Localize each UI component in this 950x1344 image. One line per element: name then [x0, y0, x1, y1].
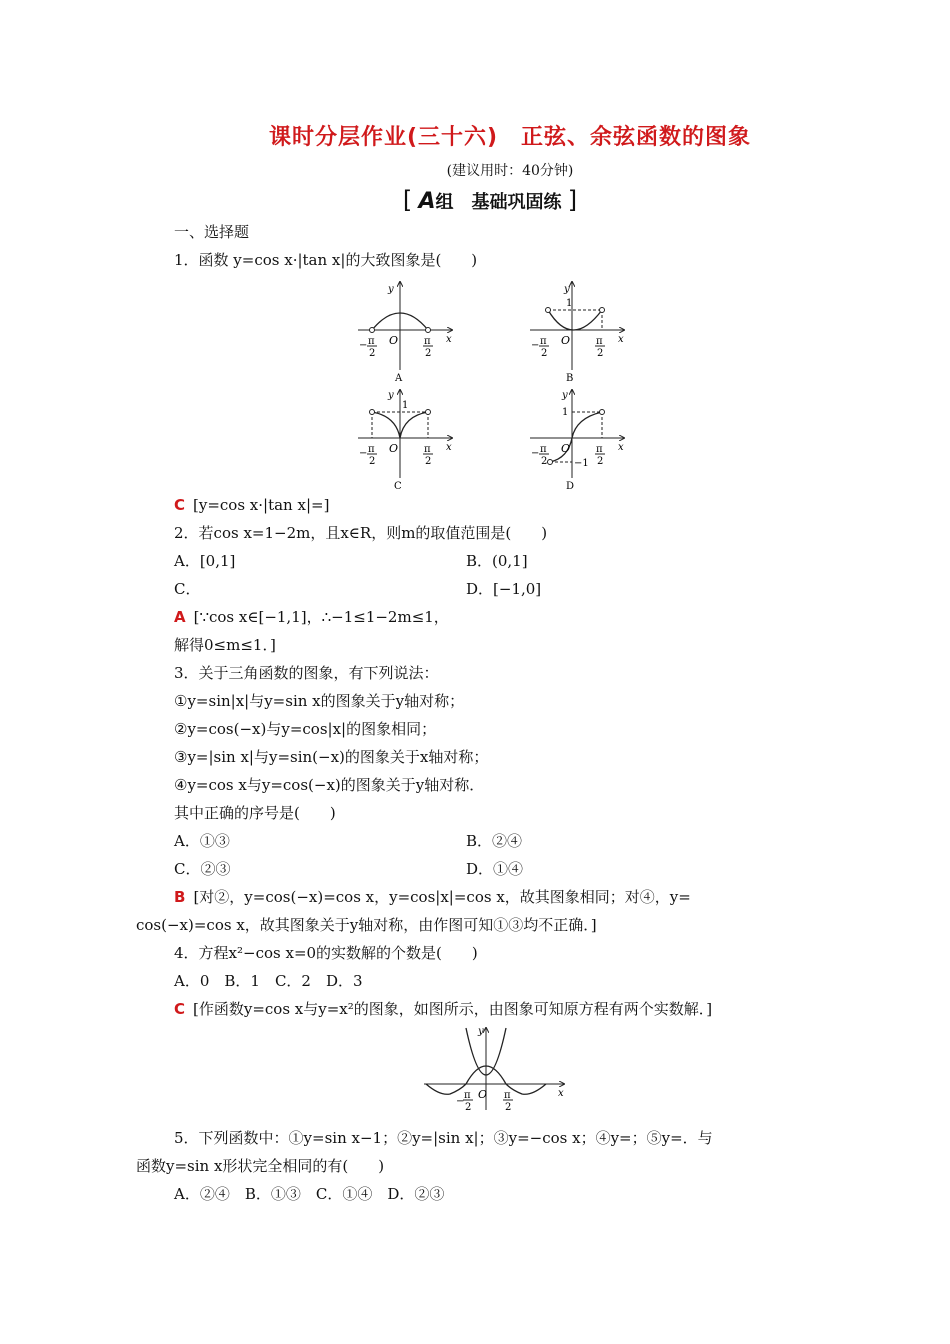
q3-ask: 其中正确的序号是( ) — [174, 804, 336, 822]
svg-text:−: − — [531, 448, 540, 459]
svg-text:2: 2 — [597, 348, 604, 359]
svg-text:−1: −1 — [574, 458, 589, 469]
q3-answer — [174, 887, 691, 907]
q4-figure — [420, 1024, 570, 1114]
svg-text:π: π — [464, 1090, 471, 1101]
fig-b-caption: B — [566, 373, 574, 384]
q4-answer-text: [作函数y=cos x与y=x²的图象，如图所示，由图象可知原方程有两个实数解．] — [193, 1000, 713, 1018]
q2-option-c: C． — [174, 580, 201, 598]
svg-text:−: − — [531, 340, 540, 351]
q1-figures — [350, 278, 640, 493]
svg-text:O: O — [561, 334, 571, 347]
q2-option-d: D．[−1,0] — [466, 580, 542, 598]
svg-text:x: x — [618, 442, 624, 453]
svg-text:π: π — [540, 336, 547, 347]
section-heading: 一、选择题 — [174, 223, 250, 241]
q5-options: A．②④ B．①③ C．①④ D．②③ — [174, 1185, 445, 1203]
svg-text:2: 2 — [465, 1102, 472, 1113]
q1-answer — [174, 495, 329, 515]
svg-text:π: π — [368, 336, 375, 347]
svg-text:2: 2 — [425, 348, 432, 359]
figure-a — [358, 282, 452, 384]
q3-option-d: D．①④ — [466, 860, 524, 878]
svg-text:1: 1 — [402, 400, 409, 411]
group-bracket-close: ] — [567, 186, 578, 214]
svg-text:π: π — [424, 444, 431, 455]
q3-answer-line1: [对②，y=cos(−x)=cos x，y=cos|x|=cos x，故其图象相同；对④，y= — [193, 888, 691, 906]
q1-stem: 1．函数 y=cos x·|tan x|的大致图象是( ) — [174, 251, 478, 269]
q2-answer-line2: 解得0≤m≤1．] — [174, 636, 276, 654]
q4-options: A．0 B．1 C．2 D．3 — [174, 972, 363, 990]
suggested-time: (建议用时：40分钟) — [446, 163, 574, 179]
svg-text:1: 1 — [566, 298, 573, 309]
svg-text:y: y — [564, 284, 570, 295]
q2-stem: 2．若cos x=1−2m，且x∈R，则m的取值范围是( ) — [174, 524, 548, 542]
svg-text:2: 2 — [541, 456, 548, 467]
svg-text:O: O — [478, 1088, 488, 1101]
q4-answer — [174, 999, 712, 1019]
figure-d — [530, 390, 624, 492]
group-heading — [0, 186, 950, 214]
svg-text:O: O — [561, 442, 571, 455]
fig-a-caption: A — [395, 373, 403, 384]
q3-stem: 3．关于三角函数的图象，有下列说法： — [174, 664, 439, 682]
svg-text:x: x — [558, 1088, 564, 1099]
svg-text:2: 2 — [425, 456, 432, 467]
q1-answer-letter: C — [174, 496, 186, 514]
q3-item-3: ③y=|sin x|与y=sin(−x)的图象关于x轴对称； — [174, 748, 489, 766]
q3-item-1: ①y=sin|x|与y=sin x的图象关于y轴对称； — [174, 692, 465, 710]
q2-option-b: B．(0,1] — [466, 552, 528, 570]
svg-text:y: y — [388, 390, 394, 401]
svg-text:2: 2 — [597, 456, 604, 467]
q3-item-2: ②y=cos(−x)与y=cos|x|的图象相同； — [174, 720, 437, 738]
q3-item-4: ④y=cos x与y=cos(−x)的图象关于y轴对称． — [174, 776, 485, 794]
group-letter: A — [418, 189, 436, 214]
figure-b — [530, 282, 624, 384]
svg-text:2: 2 — [505, 1102, 512, 1113]
fig-a-y-label: y — [388, 284, 394, 295]
svg-text:−: − — [456, 1096, 465, 1107]
q3-answer-line2: cos(−x)=cos x，故其图象关于y轴对称，由作图可知①③均不正确．] — [136, 916, 597, 934]
svg-text:2: 2 — [369, 456, 376, 467]
fig-a-x-label: x — [446, 334, 452, 345]
q2-option-a: A．[0,1] — [174, 552, 236, 570]
svg-text:π: π — [424, 336, 431, 347]
svg-text:y: y — [478, 1026, 484, 1037]
group-bracket-open: [ — [402, 186, 413, 214]
svg-text:−: − — [359, 448, 368, 459]
svg-text:1: 1 — [562, 407, 569, 418]
svg-text:2: 2 — [369, 348, 376, 359]
svg-text:x: x — [446, 442, 452, 453]
svg-text:y: y — [562, 390, 568, 401]
svg-text:2: 2 — [541, 348, 548, 359]
svg-text:−: − — [359, 340, 368, 351]
svg-text:O: O — [389, 442, 399, 455]
q4-stem: 4．方程x²−cos x=0的实数解的个数是( ) — [174, 944, 478, 962]
q4-answer-letter: C — [174, 1000, 186, 1018]
page-title: 课时分层作业(三十六) 正弦、余弦函数的图象 — [268, 125, 752, 150]
fig-d-caption: D — [566, 481, 575, 492]
fig-a-origin: O — [389, 334, 399, 347]
q1-answer-text: [y=cos x·|tan x|=] — [193, 496, 330, 514]
q3-answer-letter: B — [174, 888, 186, 906]
q2-answer-letter: A — [174, 608, 186, 626]
q5-stem-line1: 5．下列函数中：①y=sin x−1；②y=|sin x|；③y=−cos x；④y=；⑤y=．与 — [174, 1129, 713, 1147]
svg-text:π: π — [540, 444, 547, 455]
fig-c-caption: C — [394, 481, 402, 492]
svg-text:π: π — [596, 336, 603, 347]
figure-c — [358, 390, 452, 492]
q3-option-a: A．①③ — [174, 832, 230, 850]
q5-stem-line2: 函数y=sin x形状完全相同的有( ) — [136, 1157, 385, 1175]
q3-option-c: C．②③ — [174, 860, 231, 878]
svg-text:π: π — [368, 444, 375, 455]
svg-text:π: π — [596, 444, 603, 455]
q3-option-b: B．②④ — [466, 832, 523, 850]
svg-text:π: π — [504, 1090, 511, 1101]
q2-answer-line1: [∵cos x∈[−1,1]，∴−1≤1−2m≤1， — [193, 608, 449, 626]
svg-text:x: x — [618, 334, 624, 345]
group-title: 组 基础巩固练 — [435, 192, 562, 213]
q2-answer — [174, 607, 449, 627]
